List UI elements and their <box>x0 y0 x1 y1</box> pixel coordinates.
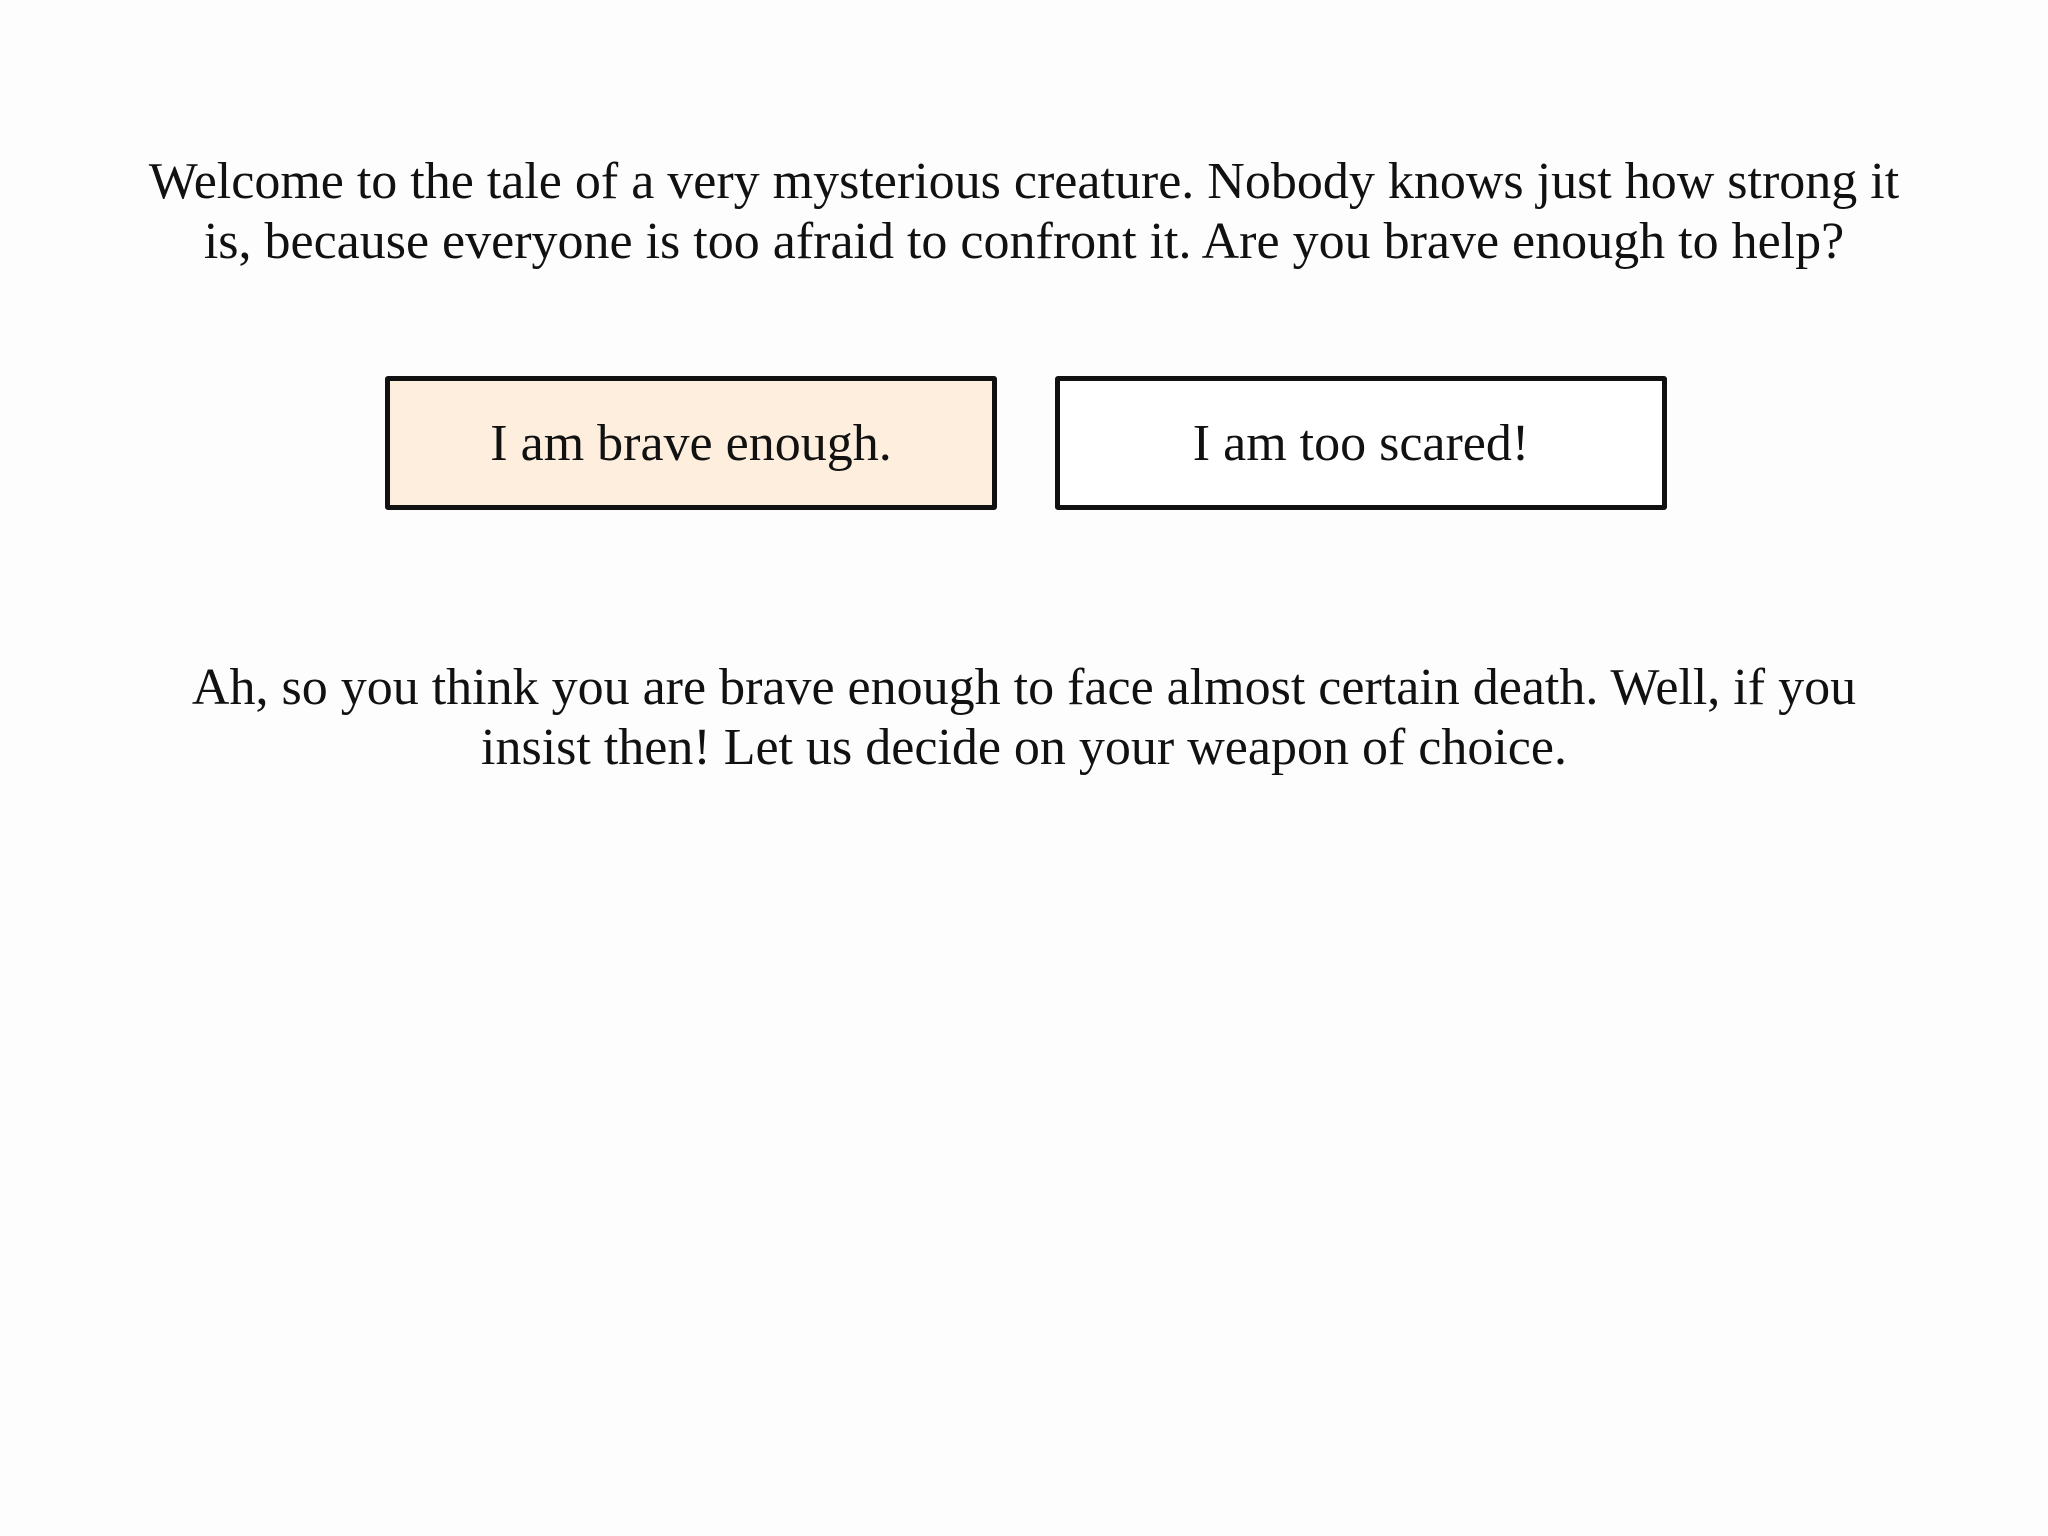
intro-text: Welcome to the tale of a very mysterious creature. Nobody knows just how strong it is, because everyone is too afraid to confront it. Are you brave enough to help? <box>148 153 1900 270</box>
choice-group <box>385 376 1667 510</box>
brave-choice-button[interactable]: I am brave enough. <box>385 376 997 510</box>
response-text: Ah, so you think you are brave enough to face almost certain death. Well, if you insist then! Let us decide on your weapon of choice. <box>191 659 1857 776</box>
scared-choice-button[interactable]: I am too scared! <box>1055 376 1667 510</box>
